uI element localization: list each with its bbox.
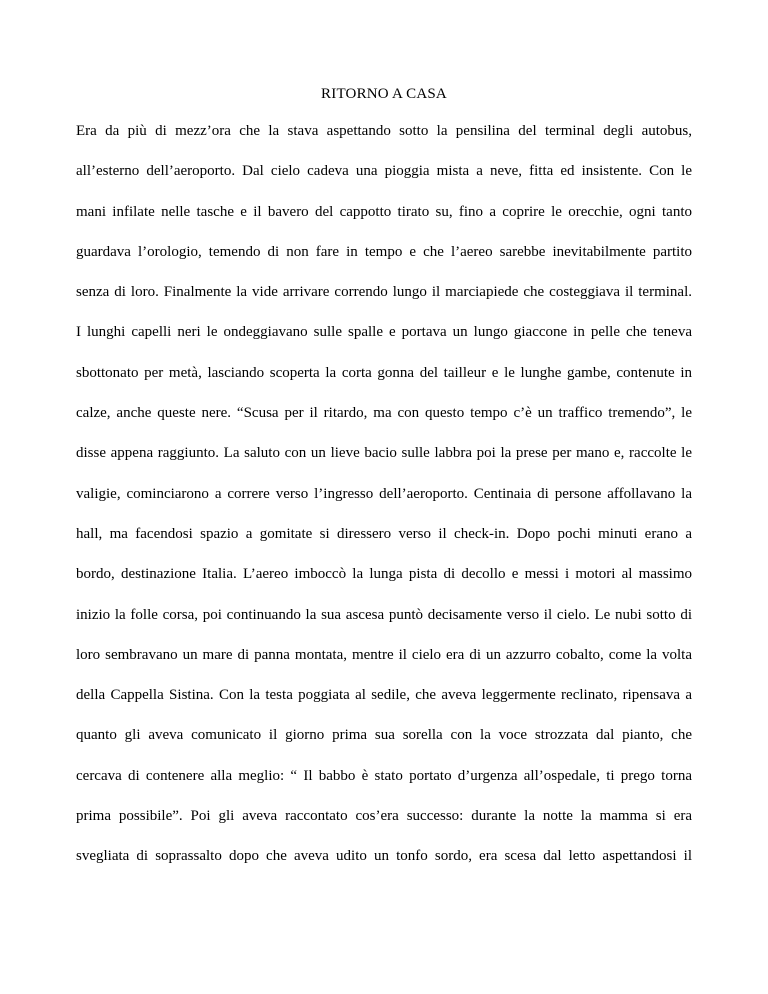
document-title: RITORNO A CASA [321,86,447,102]
text-line: svegliata di soprassalto dopo che aveva udito un tonfo sordo, era scesa dal letto aspettandosi il [76,848,692,865]
text-line: prima possibile”. Poi gli aveva raccontato cos’era successo: durante la notte la mamma si era [76,808,692,825]
text-line: della Cappella Sistina. Con la testa poggiata al sedile, che aveva leggermente reclinato, ripensava a [76,687,692,704]
text-line: guardava l’orologio, temendo di non fare in tempo e che l’aereo sarebbe inevitabilmente partito [76,243,692,260]
text-line: senza di loro. Finalmente la vide arrivare correndo lungo il marciapiede che costeggiava il terminal. [76,284,692,301]
text-line: inizio la folle corsa, poi continuando la sua ascesa puntò decisamente verso il cielo. Le nubi sotto di [76,606,692,623]
text-line: disse appena raggiunto. La saluto con un lieve bacio sulle labbra poi la prese per mano e, raccolte le [76,445,692,462]
text-line: all’esterno dell’aeroporto. Dal cielo cadeva una pioggia mista a neve, fitta ed insistente. Con le [76,163,692,180]
text-line: calze, anche queste nere. “Scusa per il ritardo, ma con questo tempo c’è un traffico tremendo”, le [76,405,692,422]
text-line: mani infilate nelle tasche e il bavero del cappotto tirato su, fino a coprire le orecchie, ogni tanto [76,203,692,220]
text-line: I lunghi capelli neri le ondeggiavano sulle spalle e portava un lungo giaccone in pelle che teneva [76,324,692,341]
text-line: quanto gli aveva comunicato il giorno prima sua sorella con la voce strozzata dal pianto, che [76,727,692,744]
document-body [76,121,692,887]
text-line: sbottonato per metà, lasciando scoperta la corta gonna del tailleur e le lunghe gambe, contenute in [76,364,692,381]
text-line: cercava di contenere alla meglio: “ Il babbo è stato portato d’urgenza all’ospedale, ti prego torna [76,767,692,784]
text-line: Era da più di mezz’ora che la stava aspettando sotto la pensilina del terminal degli autobus, [76,123,692,139]
text-line: hall, ma facendosi spazio a gomitate si diressero verso il check-in. Dopo pochi minuti erano a [76,525,692,542]
text-line: loro sembravano un mare di panna montata, mentre il cielo era di un azzurro cobalto, come la volta [76,646,692,663]
text-line: bordo, destinazione Italia. L’aereo imboccò la lunga pista di decollo e messi i motori al massimo [76,566,692,583]
text-line: valigie, cominciarono a correre verso l’ingresso dell’aeroporto. Centinaia di persone affollavano la [76,485,692,502]
